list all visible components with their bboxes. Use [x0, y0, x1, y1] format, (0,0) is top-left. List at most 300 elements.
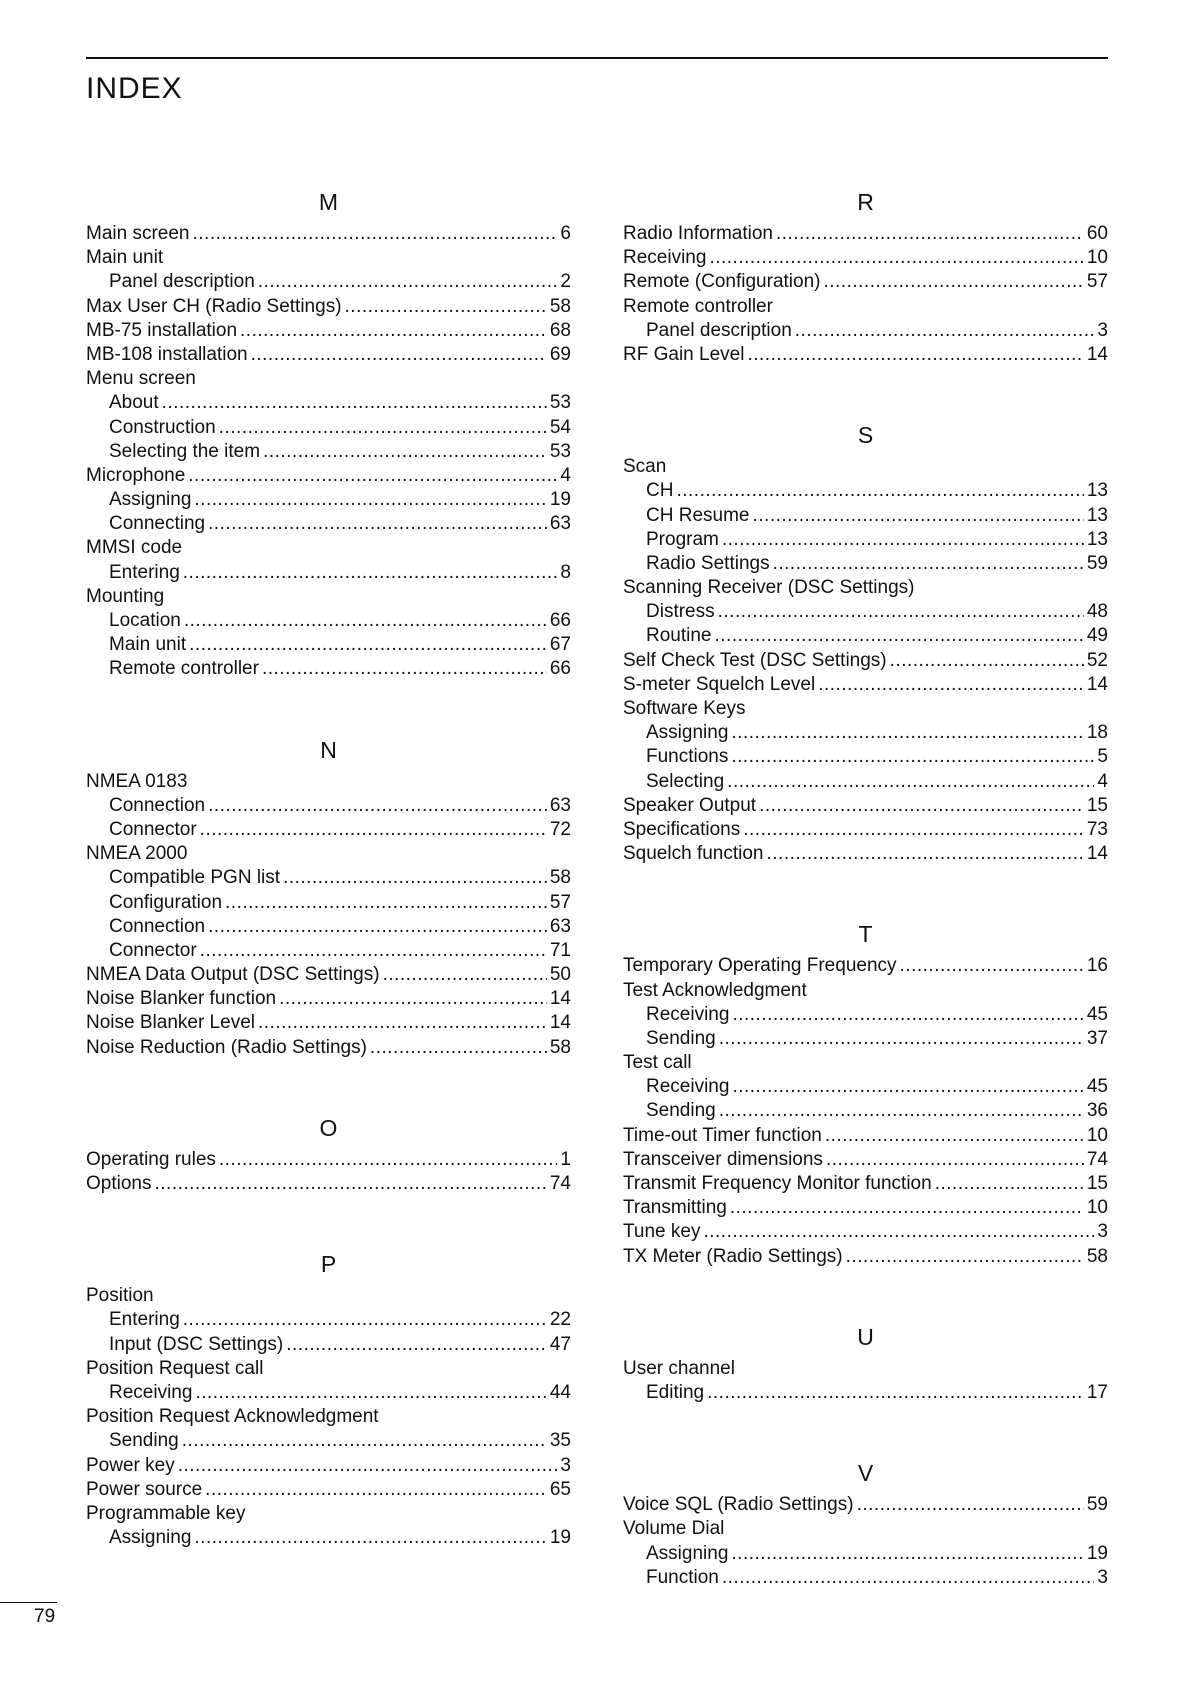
entry-page-number: 69 — [549, 343, 571, 365]
dot-leader — [195, 1381, 546, 1405]
section-gap — [623, 367, 1108, 415]
entry-term: Menu screen — [86, 368, 196, 390]
index-entry — [623, 1220, 1108, 1244]
index-section — [623, 914, 1108, 1268]
entry-page-number: 3 — [1097, 1221, 1108, 1243]
entry-page-number: 58 — [549, 295, 571, 317]
dot-leader — [719, 1027, 1084, 1051]
index-section — [86, 730, 571, 1060]
entry-page-number: 74 — [549, 1173, 571, 1194]
index-entry — [623, 818, 1108, 842]
entry-term: Tune key — [623, 1221, 701, 1243]
entry-page-number: 4 — [1097, 770, 1108, 792]
entry-term: Compatible PGN list — [109, 867, 281, 889]
entry-page-number: 73 — [1086, 818, 1108, 840]
entry-term: Position Request call — [86, 1357, 264, 1379]
entry-term: Receiving — [646, 1076, 730, 1098]
dot-leader — [857, 1493, 1084, 1517]
entry-term: Assigning — [109, 1527, 192, 1549]
dot-leader — [747, 343, 1083, 367]
index-entry — [86, 343, 571, 367]
index-subentry — [623, 504, 1108, 528]
dot-leader — [890, 649, 1084, 673]
dot-leader — [370, 1036, 547, 1060]
entry-page-number: 63 — [549, 513, 571, 535]
entry-term: Sending — [646, 1100, 716, 1122]
index-entry — [86, 246, 571, 270]
entry-page-number: 6 — [560, 223, 571, 244]
entry-term: Receiving — [646, 1003, 730, 1025]
index-entry — [623, 270, 1108, 294]
dot-leader — [823, 270, 1083, 294]
entry-page-number: 45 — [1086, 1076, 1108, 1098]
entry-term: Configuration — [109, 891, 223, 913]
index-entry — [623, 954, 1108, 978]
dot-leader — [279, 987, 547, 1011]
entry-term: Editing — [646, 1381, 705, 1403]
entry-term: Noise Blanker Level — [86, 1012, 255, 1034]
entry-page-number: 19 — [549, 1527, 571, 1549]
entry-page-number: 57 — [549, 891, 571, 913]
dot-leader — [182, 1429, 547, 1453]
index-subentry — [623, 1075, 1108, 1099]
index-subentry — [86, 609, 571, 633]
entry-page-number: 35 — [549, 1430, 571, 1452]
dot-leader — [219, 416, 547, 440]
index-subentry — [86, 633, 571, 657]
index-entry — [623, 697, 1108, 721]
index-subentry — [623, 1566, 1108, 1590]
entry-term: Scanning Receiver (DSC Settings) — [623, 577, 915, 599]
index-entry — [623, 1245, 1108, 1269]
dot-leader — [251, 343, 547, 367]
dot-leader — [262, 657, 547, 681]
entry-term: Remote controller — [623, 295, 773, 317]
index-subentry — [623, 624, 1108, 648]
dot-leader — [258, 270, 558, 294]
entry-page-number: 50 — [549, 964, 571, 986]
dot-leader — [286, 1333, 547, 1357]
dot-leader — [200, 818, 547, 842]
dot-leader — [263, 440, 547, 464]
entry-page-number: 13 — [1086, 504, 1108, 526]
entry-term: Options — [86, 1173, 152, 1194]
entry-page-number: 74 — [1086, 1148, 1108, 1170]
entry-page-number: 58 — [549, 867, 571, 889]
entry-term: Operating rules — [86, 1148, 216, 1170]
entry-term: Transceiver dimensions — [623, 1148, 823, 1170]
entry-page-number: 14 — [549, 988, 571, 1010]
entry-page-number: 66 — [549, 610, 571, 631]
index-subentry — [623, 770, 1108, 794]
index-entry — [86, 1405, 571, 1429]
dot-leader — [722, 1566, 1095, 1590]
entry-term: Temporary Operating Frequency — [623, 955, 897, 977]
entry-term: Entering — [109, 561, 180, 583]
dot-leader — [732, 1003, 1083, 1027]
entry-page-number: 59 — [1086, 1494, 1108, 1516]
entry-page-number: 71 — [549, 939, 571, 961]
entry-page-number: 8 — [560, 561, 571, 583]
index-section — [86, 182, 571, 682]
entry-term: Assigning — [646, 1542, 729, 1564]
entry-term: Receiving — [623, 247, 707, 269]
index-entry — [623, 1493, 1108, 1517]
dot-leader — [258, 1011, 547, 1035]
entry-term: Sending — [109, 1430, 179, 1452]
entry-page-number: 60 — [1086, 223, 1108, 244]
index-section — [86, 1108, 571, 1196]
dot-leader — [194, 488, 546, 512]
section-letter: U — [857, 1323, 874, 1350]
entry-term: Assigning — [109, 489, 192, 511]
index-entry — [86, 842, 571, 866]
index-entry — [86, 295, 571, 319]
dot-leader — [703, 1220, 1094, 1244]
index-entry — [623, 979, 1108, 1003]
dot-leader — [676, 479, 1083, 503]
dot-leader — [776, 222, 1084, 246]
dot-leader — [707, 1381, 1084, 1405]
index-subentry — [86, 416, 571, 440]
index-subentry — [623, 600, 1108, 624]
index-subentry — [86, 915, 571, 939]
entry-term: Max User CH (Radio Settings) — [86, 295, 342, 317]
index-section — [623, 182, 1108, 367]
entry-term: Squelch function — [623, 843, 764, 865]
page-title: INDEX — [86, 72, 183, 105]
index-entry — [86, 1284, 571, 1308]
entry-term: Volume Dial — [623, 1518, 725, 1540]
index-entry — [86, 1502, 571, 1526]
index-subentry — [623, 745, 1108, 769]
entry-term: Position Request Acknowledgment — [86, 1406, 379, 1428]
page-number: 79 — [34, 1606, 56, 1627]
dot-leader — [184, 609, 547, 633]
dot-leader — [732, 1075, 1083, 1099]
entry-term: Routine — [646, 625, 712, 647]
dot-leader — [194, 1526, 546, 1550]
dot-leader — [743, 818, 1084, 842]
dot-leader — [178, 1454, 558, 1478]
index-subentry — [623, 721, 1108, 745]
section-gap — [623, 866, 1108, 914]
dot-leader — [193, 222, 558, 246]
entry-term: Noise Reduction (Radio Settings) — [86, 1036, 367, 1058]
entry-term: Functions — [646, 746, 729, 768]
index-subentry — [623, 528, 1108, 552]
dot-leader — [825, 1124, 1084, 1148]
index-subentry — [86, 1308, 571, 1332]
dot-leader — [900, 954, 1084, 978]
section-letter: O — [319, 1114, 338, 1141]
entry-page-number: 10 — [1086, 1124, 1108, 1146]
dot-leader — [731, 721, 1083, 745]
entry-page-number: 15 — [1086, 1173, 1108, 1194]
index-subentry — [86, 561, 571, 585]
entry-page-number: 52 — [1086, 649, 1108, 671]
dot-leader — [183, 1308, 547, 1332]
dot-leader — [727, 770, 1094, 794]
entry-page-number: 4 — [560, 464, 571, 486]
entry-page-number: 3 — [1097, 1566, 1108, 1588]
entry-page-number: 45 — [1086, 1003, 1108, 1025]
index-subentry — [86, 512, 571, 536]
entry-page-number: 2 — [560, 271, 571, 293]
entry-term: Distress — [646, 601, 715, 623]
index-entry — [623, 1196, 1108, 1220]
index-subentry — [86, 657, 571, 681]
dot-leader — [225, 891, 547, 915]
dot-leader — [759, 794, 1084, 818]
dot-leader — [795, 319, 1095, 343]
index-entry — [623, 343, 1108, 367]
entry-term: MB-75 installation — [86, 319, 238, 341]
index-section — [623, 1317, 1108, 1405]
entry-term: Test Acknowledgment — [623, 979, 807, 1001]
dot-leader — [208, 915, 547, 939]
index-entry — [86, 1036, 571, 1060]
dot-leader — [722, 528, 1084, 552]
entry-term: Time-out Timer function — [623, 1124, 822, 1146]
entry-page-number: 63 — [549, 794, 571, 816]
index-subentry — [623, 479, 1108, 503]
index-subentry — [623, 1381, 1108, 1405]
entry-term: Radio Settings — [646, 552, 770, 574]
entry-term: Panel description — [646, 319, 792, 341]
index-entry — [623, 1051, 1108, 1075]
entry-page-number: 22 — [549, 1309, 571, 1331]
dot-leader — [188, 464, 557, 488]
entry-page-number: 1 — [560, 1148, 571, 1170]
entry-page-number: 58 — [1086, 1245, 1108, 1267]
entry-page-number: 48 — [1086, 601, 1108, 623]
entry-term: Test call — [623, 1052, 692, 1074]
entry-page-number: 13 — [1086, 528, 1108, 550]
entry-page-number: 72 — [549, 818, 571, 840]
entry-page-number: 58 — [549, 1036, 571, 1058]
index-entry — [86, 1148, 571, 1172]
index-entry — [86, 222, 571, 246]
entry-page-number: 54 — [549, 416, 571, 438]
entry-page-number: 19 — [549, 489, 571, 511]
dot-leader — [773, 552, 1084, 576]
entry-term: Selecting — [646, 770, 725, 792]
entry-term: Assigning — [646, 722, 729, 744]
index-entry — [623, 1357, 1108, 1381]
entry-term: Speaker Output — [623, 794, 757, 816]
index-subentry — [86, 939, 571, 963]
entry-page-number: 63 — [549, 915, 571, 937]
index-entry — [86, 319, 571, 343]
entry-term: About — [109, 392, 159, 414]
section-letter: S — [857, 422, 874, 449]
entry-term: Noise Blanker function — [86, 988, 277, 1010]
entry-term: S-meter Squelch Level — [623, 673, 816, 695]
entry-page-number: 57 — [1086, 271, 1108, 293]
entry-term: Specifications — [623, 818, 741, 840]
dot-leader — [183, 561, 558, 585]
entry-page-number: 19 — [1086, 1542, 1108, 1564]
entry-term: Construction — [109, 416, 216, 438]
entry-page-number: 47 — [549, 1333, 571, 1355]
dot-leader — [383, 963, 547, 987]
entry-page-number: 36 — [1086, 1100, 1108, 1122]
index-entry — [623, 794, 1108, 818]
entry-page-number: 14 — [1086, 343, 1108, 365]
index-column-right — [623, 182, 1108, 1590]
entry-page-number: 68 — [549, 319, 571, 341]
index-subentry — [623, 1542, 1108, 1566]
dot-leader — [208, 794, 547, 818]
entry-term: Receiving — [109, 1381, 193, 1403]
entry-term: TX Meter (Radio Settings) — [623, 1245, 843, 1267]
entry-term: Program — [646, 528, 719, 550]
entry-term: Connector — [109, 818, 197, 840]
entry-term: NMEA Data Output (DSC Settings) — [86, 964, 380, 986]
entry-page-number: 10 — [1086, 247, 1108, 269]
index-entry — [623, 1172, 1108, 1196]
entry-page-number: 13 — [1086, 480, 1108, 502]
entry-page-number: 14 — [549, 1012, 571, 1034]
section-letter: P — [320, 1251, 337, 1278]
index-entry — [86, 536, 571, 560]
index-entry — [623, 1517, 1108, 1541]
index-entry — [86, 770, 571, 794]
section-letter: M — [318, 189, 339, 215]
section-gap — [623, 1269, 1108, 1317]
index-subentry — [623, 1099, 1108, 1123]
entry-page-number: 15 — [1086, 794, 1108, 816]
entry-term: Scan — [623, 456, 667, 478]
entry-term: Entering — [109, 1309, 180, 1331]
entry-term: Mounting — [86, 585, 165, 607]
dot-leader — [345, 295, 547, 319]
entry-term: Transmitting — [623, 1197, 727, 1219]
dot-leader — [162, 391, 547, 415]
entry-term: Self Check Test (DSC Settings) — [623, 649, 887, 671]
index-entry — [623, 673, 1108, 697]
index-entry — [86, 464, 571, 488]
entry-page-number: 53 — [549, 440, 571, 462]
dot-leader — [240, 319, 547, 343]
index-entry — [86, 1011, 571, 1035]
entry-term: CH — [646, 480, 674, 502]
section-gap — [86, 682, 571, 730]
entry-term: Function — [646, 1566, 719, 1588]
entry-term: Main unit — [86, 247, 164, 269]
entry-page-number: 37 — [1086, 1027, 1108, 1049]
index-column-left — [86, 182, 571, 1550]
dot-leader — [767, 842, 1084, 866]
index-section — [86, 1244, 571, 1550]
dot-leader — [715, 624, 1084, 648]
index-subentry — [86, 818, 571, 842]
entry-page-number: 10 — [1086, 1197, 1108, 1219]
entry-term: MMSI code — [86, 537, 183, 559]
entry-term: Location — [109, 610, 181, 631]
index-entry — [623, 222, 1108, 246]
entry-page-number: 3 — [560, 1454, 571, 1476]
index-subentry — [86, 488, 571, 512]
dot-leader — [709, 246, 1083, 270]
dot-leader — [846, 1245, 1084, 1269]
entry-term: Connecting — [109, 513, 206, 535]
index-entry — [623, 295, 1108, 319]
index-subentry — [623, 319, 1108, 343]
entry-term: NMEA 2000 — [86, 843, 188, 865]
entry-term: Software Keys — [623, 698, 746, 719]
entry-term: Main unit — [109, 634, 187, 656]
footer-rule — [0, 1602, 57, 1603]
index-subentry — [623, 1027, 1108, 1051]
index-subentry — [86, 891, 571, 915]
entry-page-number: 5 — [1097, 746, 1108, 768]
index-entry — [86, 585, 571, 609]
index-entry — [623, 1148, 1108, 1172]
dot-leader — [219, 1148, 558, 1172]
index-subentry — [623, 552, 1108, 576]
entry-page-number: 59 — [1086, 552, 1108, 574]
entry-term: Radio Information — [623, 223, 773, 244]
index-entry — [623, 649, 1108, 673]
index-subentry — [86, 1429, 571, 1453]
entry-term: Selecting the item — [109, 440, 261, 462]
index-subentry — [623, 1003, 1108, 1027]
index-subentry — [86, 1381, 571, 1405]
entry-term: RF Gain Level — [623, 343, 745, 365]
index-subentry — [86, 1526, 571, 1550]
index-subentry — [86, 440, 571, 464]
index-subentry — [86, 391, 571, 415]
entry-term: Transmit Frequency Monitor function — [623, 1173, 932, 1194]
entry-term: Power key — [86, 1454, 175, 1476]
entry-term: Power source — [86, 1478, 203, 1500]
index-entry — [86, 1454, 571, 1478]
index-entry — [86, 963, 571, 987]
entry-term: Position — [86, 1285, 154, 1307]
entry-term: Microphone — [86, 464, 186, 486]
entry-term: Main screen — [86, 223, 190, 244]
dot-leader — [208, 512, 547, 536]
entry-term: Remote (Configuration) — [623, 271, 821, 293]
dot-leader — [731, 1542, 1083, 1566]
entry-page-number: 17 — [1086, 1381, 1108, 1403]
index-entry — [623, 1124, 1108, 1148]
section-letter: R — [857, 189, 874, 215]
dot-leader — [935, 1172, 1084, 1196]
entry-page-number: 53 — [549, 392, 571, 414]
dot-leader — [200, 939, 547, 963]
index-section — [623, 1453, 1108, 1590]
index-entry — [623, 246, 1108, 270]
entry-page-number: 14 — [1086, 673, 1108, 695]
entry-term: Connection — [109, 915, 206, 937]
entry-page-number: 65 — [549, 1478, 571, 1500]
entry-page-number: 66 — [549, 658, 571, 680]
entry-term: Sending — [646, 1027, 716, 1049]
index-entry — [86, 1172, 571, 1196]
entry-term: Connection — [109, 794, 206, 816]
index-entry — [623, 576, 1108, 600]
dot-leader — [283, 866, 547, 890]
dot-leader — [826, 1148, 1084, 1172]
entry-term: Voice SQL (Radio Settings) — [623, 1494, 854, 1516]
entry-term: User channel — [623, 1357, 735, 1379]
entry-term: CH Resume — [646, 504, 750, 526]
entry-page-number: 18 — [1086, 722, 1108, 744]
entry-term: NMEA 0183 — [86, 770, 188, 792]
